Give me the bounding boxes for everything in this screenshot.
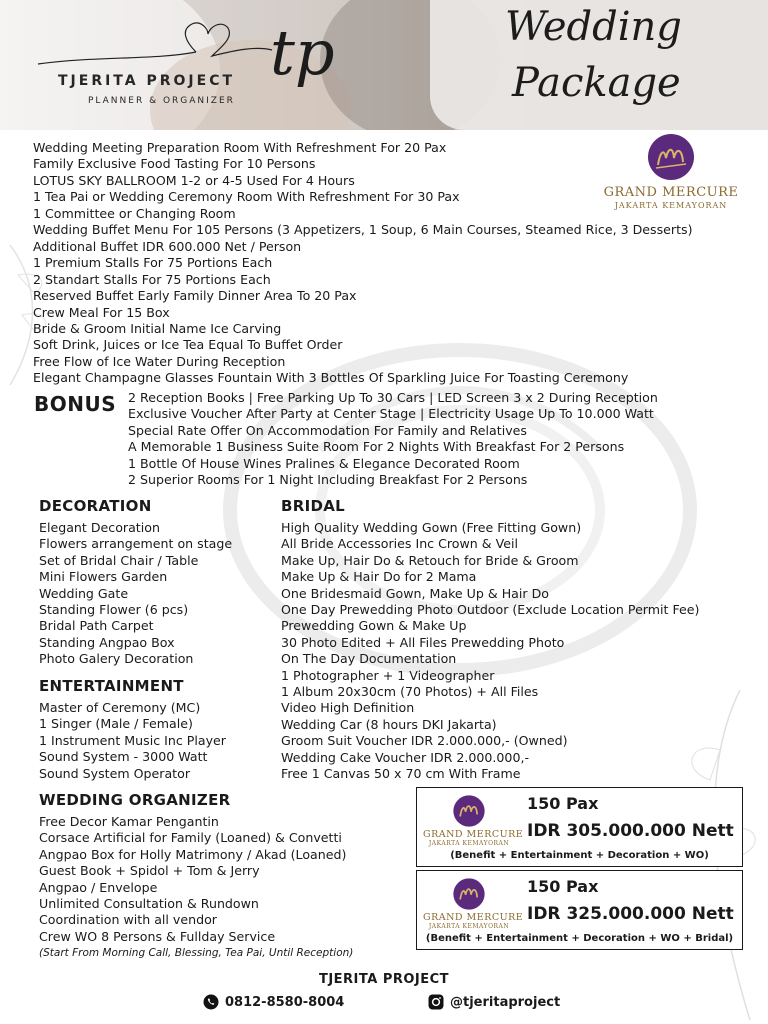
header-banner	[0, 0, 768, 130]
phone-contact[interactable]	[203, 994, 344, 1010]
list-item: Free 1 Canvas 50 x 70 cm With Frame	[281, 766, 521, 782]
list-item: 1 Committee or Changing Room	[33, 205, 236, 221]
whatsapp-icon	[203, 994, 219, 1010]
wedding-organizer-note: (Start From Morning Call, Blessing, Tea Pai, Until Reception)	[39, 947, 354, 959]
list-item: Angpao Box for Holly Matrimony / Akad (Loaned)	[39, 846, 347, 862]
list-item: Make Up, Hair Do & Retouch for Bride & Groom	[281, 552, 579, 568]
bridal-list	[281, 520, 699, 783]
list-item: Wedding Gate	[39, 585, 129, 601]
package-includes: (Benefit + Entertainment + Decoration + WO + Bridal)	[425, 933, 734, 944]
list-item: Angpao / Envelope	[39, 879, 158, 895]
instagram-icon	[428, 994, 444, 1010]
package-includes: (Benefit + Entertainment + Decoration + WO)	[450, 850, 709, 861]
phone-number: 0812-8580-8004	[225, 994, 345, 1010]
list-item: Exclusive Voucher After Party at Center Stage | Electricity Usage Up To 10.000 Watt	[128, 406, 654, 422]
list-item: Family Exclusive Food Tasting For 10 Persons	[33, 156, 316, 172]
package-price: IDR 305.000.000 Nett	[527, 821, 734, 841]
list-item: 1 Bottle Of House Wines Pralines & Elegance Decorated Room	[128, 455, 520, 471]
list-item: Make Up & Hair Do for 2 Mama	[281, 569, 477, 585]
bridal-title: BRIDAL	[281, 497, 345, 515]
list-item: All Bride Accessories Inc Crown & Veil	[281, 536, 518, 552]
page-title-line2: Package	[512, 60, 681, 106]
package-card[interactable]	[416, 787, 743, 867]
hotel-logo	[423, 877, 524, 930]
list-item: Additional Buffet IDR 600.000 Net / Person	[33, 238, 302, 254]
footer-brand: TJERITA PROJECT	[318, 972, 450, 987]
page-title-line1: Wedding	[505, 4, 682, 50]
list-item: Bridal Path Carpet	[39, 618, 154, 634]
package-pax: 150 Pax	[527, 794, 599, 813]
list-item: 30 Photo Edited + All Files Prewedding Photo	[281, 634, 565, 650]
list-item: Mini Flowers Garden	[39, 569, 168, 585]
list-item: Coordination with all vendor	[39, 912, 217, 928]
list-item: Reserved Buffet Early Family Dinner Area To 20 Pax	[33, 288, 357, 304]
list-item: Wedding Buffet Menu For 105 Persons (3 Appetizers, 1 Soup, 6 Main Courses, Steamed Rice, 3 Desserts)	[33, 222, 693, 238]
bonus-list	[128, 390, 658, 489]
list-item: Groom Suit Voucher IDR 2.000.000,- (Owned)	[281, 733, 568, 749]
hotel-name: GRAND MERCURE	[603, 185, 739, 200]
hotel-location: JAKARTA KEMAYORAN	[428, 923, 510, 930]
list-item: 1 Singer (Male / Female)	[39, 716, 193, 732]
list-item: Set of Bridal Chair / Table	[39, 552, 199, 568]
list-item: Master of Ceremony (MC)	[39, 700, 201, 715]
list-item: A Memorable 1 Business Suite Room For 2 Nights With Breakfast For 2 Persons	[128, 439, 625, 455]
list-item: Sound System - 3000 Watt	[39, 749, 208, 765]
hotel-name: GRAND MERCURE	[423, 829, 524, 840]
list-item: 1 Premium Stalls For 75 Portions Each	[33, 255, 273, 271]
heart-logo-icon	[36, 16, 276, 76]
list-item: On The Day Documentation	[281, 651, 457, 667]
brand-name: TJERITA PROJECT	[58, 73, 236, 89]
list-item: Elegant Decoration	[39, 520, 160, 535]
list-item: Crew Meal For 15 Box	[33, 304, 170, 320]
list-item: 1 Photographer + 1 Videographer	[281, 667, 495, 683]
hotel-logo	[598, 132, 744, 211]
bonus-title: BONUS	[34, 392, 117, 416]
list-item: Flowers arrangement on stage	[39, 536, 233, 552]
instagram-contact[interactable]	[428, 994, 560, 1010]
package-pax: 150 Pax	[527, 877, 599, 896]
list-item: Crew WO 8 Persons & Fullday Service	[39, 928, 276, 944]
decoration-list	[39, 520, 232, 668]
list-item: Photo Galery Decoration	[39, 651, 194, 667]
list-item: Standing Angpao Box	[39, 634, 175, 650]
list-item: Free Decor Kamar Pengantin	[39, 814, 219, 829]
list-item: 2 Reception Books | Free Parking Up To 30 Cars | LED Screen 3 x 2 During Reception	[128, 390, 658, 405]
brand-tagline: PLANNER & ORGANIZER	[88, 96, 235, 106]
list-item: One Day Prewedding Photo Outdoor (Exclude Location Permit Fee)	[281, 602, 700, 618]
wedding-organizer-list	[39, 814, 346, 945]
list-item: Guest Book + Spidol + Tom & Jerry	[39, 863, 260, 879]
brand-monogram: tp	[270, 16, 335, 89]
decoration-title: DECORATION	[39, 497, 152, 515]
list-item: Corsace Artificial for Family (Loaned) & Convetti	[39, 830, 342, 846]
list-item: Free Flow of Ice Water During Reception	[33, 353, 286, 369]
list-item: Unlimited Consultation & Rundown	[39, 896, 259, 912]
list-item: Prewedding Gown & Make Up	[281, 618, 467, 634]
hotel-location: JAKARTA KEMAYORAN	[428, 840, 510, 847]
package-price: IDR 325.000.000 Nett	[527, 904, 734, 924]
benefit-list	[33, 140, 693, 387]
list-item: 1 Album 20x30cm (70 Photos) + All Files	[281, 684, 539, 700]
list-item: Special Rate Offer On Accommodation For Family and Relatives	[128, 422, 527, 438]
list-item: High Quality Wedding Gown (Free Fitting Gown)	[281, 520, 582, 535]
m-monogram-icon	[452, 877, 486, 911]
list-item: Sound System Operator	[39, 765, 190, 781]
list-item: Standing Flower (6 pcs)	[39, 602, 189, 618]
hotel-name: GRAND MERCURE	[423, 912, 524, 923]
list-item: 2 Superior Rooms For 1 Night Including Breakfast For 2 Persons	[128, 472, 528, 488]
list-item: Bride & Groom Initial Name Ice Carving	[33, 320, 282, 336]
list-item: Elegant Champagne Glasses Fountain With 3 Bottles Of Sparkling Juice For Toasting Ceremony	[33, 370, 629, 386]
list-item: LOTUS SKY BALLROOM 1-2 or 4-5 Used For 4 Hours	[33, 172, 355, 188]
hotel-location: JAKARTA KEMAYORAN	[614, 201, 728, 210]
list-item: Wedding Car (8 hours DKI Jakarta)	[281, 716, 497, 732]
list-item: Soft Drink, Juices or Ice Tea Equal To Buffet Order	[33, 337, 343, 353]
list-item: One Bridesmaid Gown, Make Up & Hair Do	[281, 585, 549, 601]
list-item: 1 Instrument Music Inc Player	[39, 732, 226, 748]
package-card[interactable]	[416, 870, 743, 950]
m-monogram-icon	[646, 132, 696, 182]
list-item: 1 Tea Pai or Wedding Ceremony Room With Refreshment For 30 Pax	[33, 189, 460, 205]
wedding-organizer-title: WEDDING ORGANIZER	[39, 791, 231, 809]
instagram-handle: @tjeritaproject	[450, 994, 561, 1010]
entertainment-list	[39, 700, 226, 782]
m-monogram-icon	[452, 794, 486, 828]
list-item: Wedding Meeting Preparation Room With Refreshment For 20 Pax	[33, 140, 447, 155]
hotel-logo	[423, 794, 524, 847]
entertainment-title: ENTERTAINMENT	[39, 677, 184, 695]
list-item: Video High Definition	[281, 700, 415, 716]
list-item: 2 Standart Stalls For 75 Portions Each	[33, 271, 271, 287]
list-item: Wedding Cake Voucher IDR 2.000.000,-	[281, 749, 529, 765]
